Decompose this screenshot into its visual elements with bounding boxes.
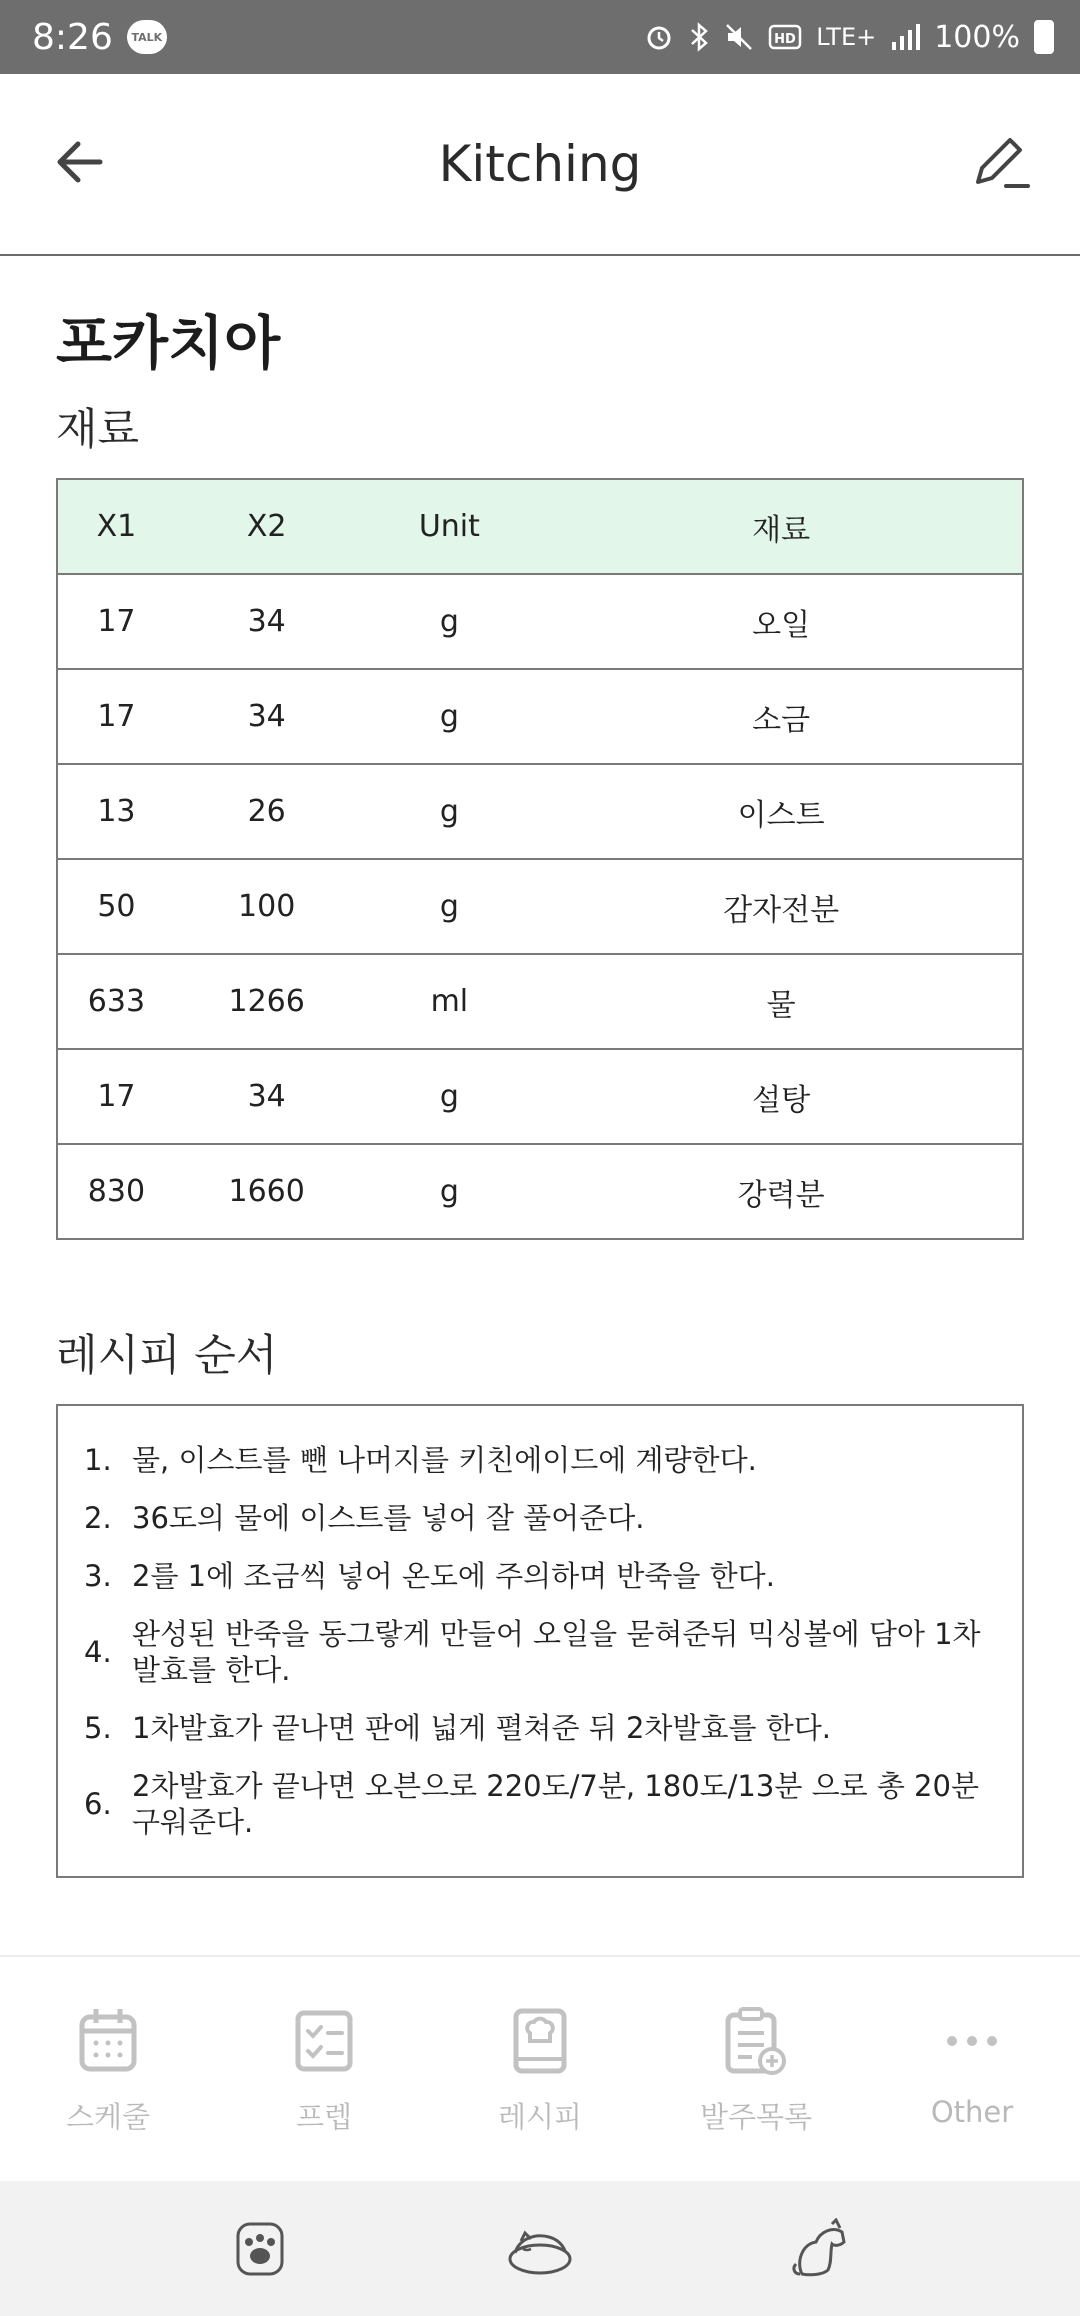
status-time: 8:26 (32, 16, 113, 58)
cell-ingredient: 강력분 (540, 1144, 1023, 1239)
table-header-row (57, 479, 1023, 574)
cell-unit: g (359, 1049, 541, 1144)
order-list-add-icon (724, 2005, 788, 2077)
table-row (57, 764, 1023, 859)
mute-icon (724, 22, 754, 52)
nav-item-prep[interactable] (216, 1957, 432, 2181)
table-row (57, 1144, 1023, 1239)
cell-unit: ml (359, 954, 541, 1049)
cell-x1: 830 (57, 1144, 175, 1239)
column-header-x1: X1 (57, 479, 175, 574)
table-row (57, 954, 1023, 1049)
nav-item-schedule[interactable] (0, 1957, 216, 2181)
more-dots-icon (940, 2005, 1004, 2077)
ingredients-heading: 재료 (56, 405, 140, 455)
system-nav-bar (0, 2181, 1080, 2316)
nav-item-orders[interactable] (648, 1957, 864, 2181)
battery-icon (1034, 20, 1054, 54)
cell-x1: 17 (57, 574, 175, 669)
recipe-steps-list (56, 1404, 1024, 1878)
cell-x2: 34 (175, 1049, 359, 1144)
table-row (57, 1049, 1023, 1144)
nav-label: 발주목록 (699, 2100, 813, 2134)
cell-x2: 26 (175, 764, 359, 859)
nav-label: 프렙 (295, 2100, 353, 2134)
hd-icon (768, 23, 802, 51)
list-item (84, 1500, 992, 1536)
step-number: 2. (84, 1501, 112, 1535)
back-cat-button[interactable] (785, 2214, 855, 2284)
paw-button[interactable] (225, 2214, 295, 2284)
signal-icon (890, 22, 920, 52)
step-text: 2차발효가 끝나면 오븐으로 220도/7분, 180도/13분 으로 총 20분 구워준다. (132, 1769, 979, 1839)
cell-ingredient: 감자전분 (540, 859, 1023, 954)
cell-x2: 1660 (175, 1144, 359, 1239)
recipe-title: 포카치아 (56, 309, 281, 377)
cell-ingredient: 이스트 (540, 764, 1023, 859)
back-arrow-icon[interactable] (50, 132, 110, 192)
nav-item-recipe[interactable] (432, 1957, 648, 2181)
bottom-nav (0, 1955, 1080, 2181)
step-number: 3. (84, 1559, 112, 1593)
cell-unit: g (359, 574, 541, 669)
status-bar (0, 0, 1080, 74)
step-text: 물, 이스트를 뺀 나머지를 키친에이드에 계량한다. (132, 1443, 757, 1477)
cat-sitting-icon (790, 2218, 850, 2280)
app-title: Kitching (438, 135, 642, 193)
step-text: 1차발효가 끝나면 판에 넓게 펼쳐준 뒤 2차발효를 한다. (132, 1711, 831, 1745)
cell-x1: 50 (57, 859, 175, 954)
cell-x1: 17 (57, 669, 175, 764)
cell-unit: g (359, 764, 541, 859)
column-header-ingredient: 재료 (540, 479, 1023, 574)
network-type: LTE+ (816, 23, 877, 51)
cell-x1: 13 (57, 764, 175, 859)
list-item (84, 1442, 992, 1478)
step-number: 5. (84, 1711, 112, 1745)
table-row (57, 859, 1023, 954)
alarm-icon (644, 22, 674, 52)
list-item (84, 1616, 992, 1688)
cell-unit: g (359, 669, 541, 764)
cat-sleeping-icon (507, 2221, 573, 2277)
edit-pencil-icon[interactable] (970, 130, 1032, 192)
step-text: 2를 1에 조금씩 넣어 온도에 주의하며 반죽을 한다. (132, 1559, 775, 1593)
nav-label: Other (930, 2095, 1014, 2129)
list-item (84, 1768, 992, 1840)
step-number: 6. (84, 1787, 112, 1821)
step-text: 완성된 반죽을 동그랗게 만들어 오일을 묻혀준뒤 믹싱볼에 담아 1차발효를 한다. (132, 1617, 981, 1687)
step-number: 4. (84, 1635, 112, 1669)
kakaotalk-notification-icon: TALK (127, 20, 167, 54)
bluetooth-icon (688, 22, 710, 52)
battery-percent: 100% (934, 19, 1020, 55)
cell-x2: 34 (175, 574, 359, 669)
nav-label: 레시피 (497, 2100, 583, 2134)
list-item (84, 1710, 992, 1746)
cell-x1: 633 (57, 954, 175, 1049)
steps-heading: 레시피 순서 (56, 1331, 278, 1381)
step-number: 1. (84, 1443, 112, 1477)
nav-item-other[interactable] (864, 1957, 1080, 2181)
cell-ingredient: 오일 (540, 574, 1023, 669)
recipe-book-icon (508, 2005, 572, 2077)
list-item (84, 1558, 992, 1594)
step-text: 36도의 물에 이스트를 넣어 잘 풀어준다. (132, 1501, 645, 1535)
cell-x2: 34 (175, 669, 359, 764)
cell-x2: 100 (175, 859, 359, 954)
nav-label: 스케줄 (65, 2100, 151, 2134)
table-row (57, 574, 1023, 669)
cell-ingredient: 물 (540, 954, 1023, 1049)
app-header (0, 74, 1080, 256)
paw-icon (234, 2220, 286, 2278)
cell-unit: g (359, 1144, 541, 1239)
column-header-unit: Unit (359, 479, 541, 574)
cell-ingredient: 소금 (540, 669, 1023, 764)
cell-x1: 17 (57, 1049, 175, 1144)
calendar-icon (76, 2005, 140, 2077)
ingredients-table (56, 478, 1024, 1240)
cell-unit: g (359, 859, 541, 954)
cell-ingredient: 설탕 (540, 1049, 1023, 1144)
column-header-x2: X2 (175, 479, 359, 574)
svg-text:HD: HD (774, 32, 797, 47)
cell-x2: 1266 (175, 954, 359, 1049)
table-row (57, 669, 1023, 764)
checklist-icon (292, 2005, 356, 2077)
status-icons (644, 20, 1054, 55)
home-cat-button[interactable] (505, 2214, 575, 2284)
